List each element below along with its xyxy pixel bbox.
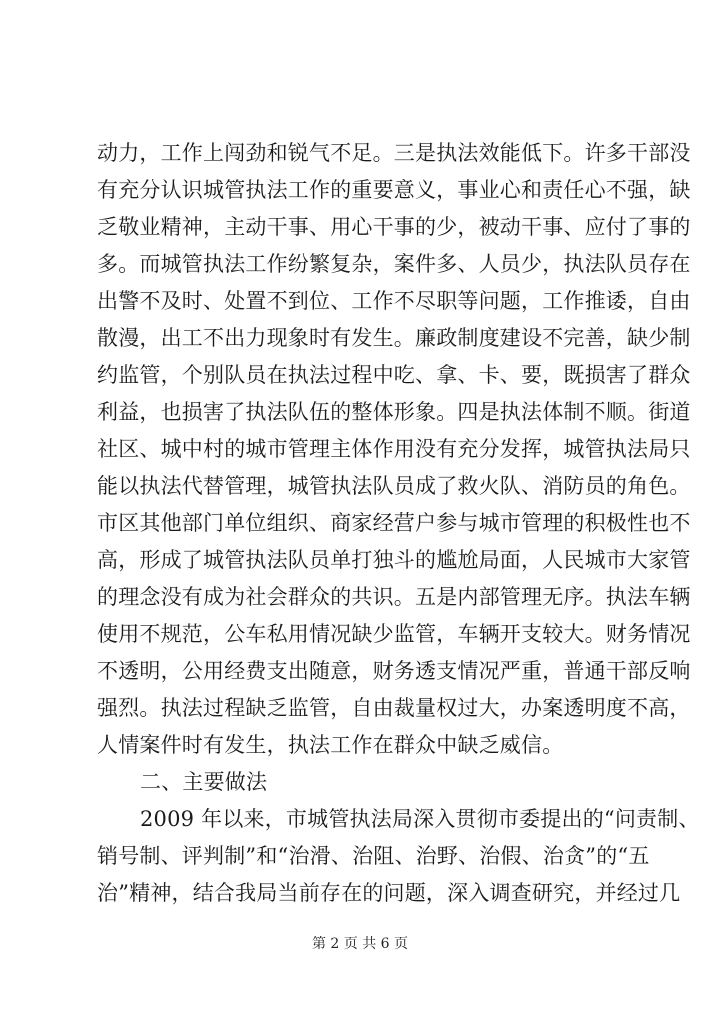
paragraph-line: 2009 年以来，市城管执法局深入贯彻市委提出的“问责制、 [140, 807, 700, 831]
section-heading: 二、主要做法 [140, 770, 268, 794]
page-number-footer: 第 2 页 共 6 页 [311, 936, 409, 952]
body-text-line: 使用不规范，公车私用情况缺少监管，车辆开支较大。财务情况 [97, 622, 691, 646]
paragraph-line: 治”精神，结合我局当前存在的问题，深入调查研究，并经过几 [97, 881, 681, 905]
body-text-line: 约监管，个别队员在执法过程中吃、拿、卡、要，既损害了群众 [97, 363, 691, 387]
body-text-line: 高，形成了城管执法队员单打独斗的尴尬局面，人民城市大家管 [97, 548, 691, 572]
body-text-line: 多。而城管执法工作纷繁复杂，案件多、人员少，执法队员存在 [97, 252, 691, 276]
body-text-line: 人情案件时有发生，执法工作在群众中缺乏威信。 [97, 733, 564, 757]
body-text-line: 动力，工作上闯劲和锐气不足。三是执法效能低下。许多干部没 [97, 141, 691, 165]
body-text-line: 的理念没有成为社会群众的共识。五是内部管理无序。执法车辆 [97, 585, 691, 609]
body-text-line: 有充分认识城管执法工作的重要意义，事业心和责任心不强，缺 [97, 178, 691, 202]
body-text-line: 市区其他部门单位组织、商家经营户参与城市管理的积极性也不 [97, 511, 691, 535]
body-text-line: 强烈。执法过程缺乏监管，自由裁量权过大，办案透明度不高， [97, 696, 691, 720]
paragraph-line: 销号制、评判制”和“治滑、治阻、治野、治假、治贪”的“五 [97, 844, 650, 868]
body-text-line: 散漫，出工不出力现象时有发生。廉政制度建设不完善，缺少制 [97, 326, 691, 350]
body-text-line: 利益，也损害了执法队伍的整体形象。四是执法体制不顺。街道 [97, 400, 691, 424]
body-text-line: 乏敬业精神，主动干事、用心干事的少，被动干事、应付了事的 [97, 215, 691, 239]
body-text-line: 不透明，公用经费支出随意，财务透支情况严重，普通干部反响 [97, 659, 691, 683]
body-text-line: 能以执法代替管理，城管执法队员成了救火队、消防员的角色。 [97, 474, 691, 498]
body-text-line: 出警不及时、处置不到位、工作不尽职等问题，工作推诿，自由 [97, 289, 691, 313]
body-text-line: 社区、城中村的城市管理主体作用没有充分发挥，城管执法局只 [97, 437, 691, 461]
